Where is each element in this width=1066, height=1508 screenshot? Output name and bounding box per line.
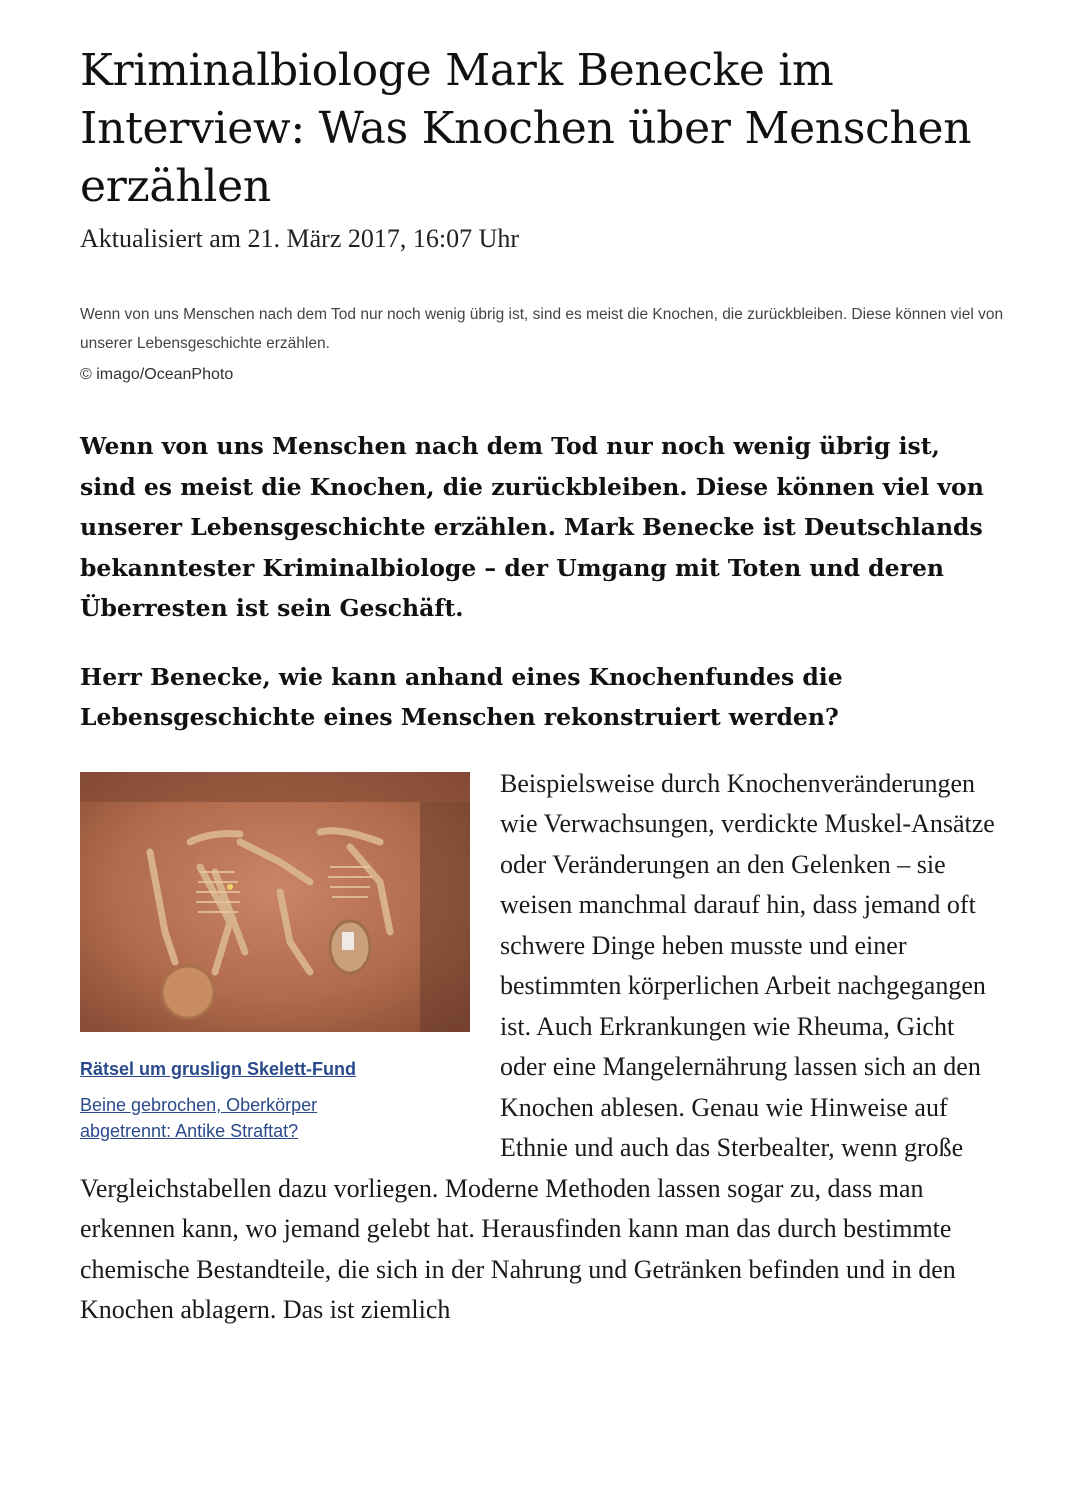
skeleton-excavation-photo[interactable] [80, 772, 470, 1032]
teaser-subtitle-link[interactable]: Beine gebrochen, Oberkörper abgetrennt: Antike Straftat? [80, 1094, 318, 1141]
image-credit: © imago/OceanPhoto [80, 366, 234, 383]
interview-answer: Beispielsweise durch Knochenveränderungen wie Verwachsungen, verdickte Muskel-Ansätze oder Veränderungen an den Gelenken – sie weisen manchmal darauf hin, dass jemand oft schwere Dinge heben musste und einer bestimmten körperlichen Arbeit nachgegangen ist. Auch Erkrankungen wie Rheuma, Gicht oder eine Mangelernährung lassen sich an den Knochen ablesen. Genau wie Hinweise auf Ethnie und auch das Sterbealter, wenn große Vergleichstabellen dazu vorliegen. Moderne Methoden lassen sogar zu, dass man erkennen kann, wo jemand gelebt hat. Herausfinden kann man das durch bestimmte chemische Bestandteile, die sich in der Nahrung und Getränken befinden und in den Knochen ablagern. Das ist ziemlich [80, 768, 995, 1324]
dateline: Aktualisiert am 21. März 2017, 16:07 Uhr [80, 224, 520, 253]
page-title: Kriminalbiologe Mark Benecke im Interview: Was Knochen über Menschen erzählen [80, 45, 972, 212]
image-caption: Wenn von uns Menschen nach dem Tod nur noch wenig übrig ist, sind es meist die Knochen, die zurückbleiben. Diese können viel von unserer Lebensgeschichte erzählen. [80, 306, 1004, 352]
teaser-title-link[interactable]: Rätsel um gruslign Skelett-Fund [80, 1058, 357, 1079]
article [80, 42, 1004, 1331]
related-article-teaser[interactable] [80, 772, 472, 1144]
article-body [80, 764, 1000, 1331]
article-lead: Wenn von uns Menschen nach dem Tod nur noch wenig übrig ist, sind es meist die Knochen, die zurückbleiben. Diese können viel von unserer Lebensgeschichte erzählen. Mark Benecke ist Deutschlands bekanntester Kriminalbiologe – der Umgang mit Toten und deren Überresten ist sein Geschäft. [80, 432, 984, 622]
interview-question: Herr Benecke, wie kann anhand eines Knochenfundes die Lebensgeschichte eines Menschen rekonstruiert werden? [80, 662, 843, 731]
